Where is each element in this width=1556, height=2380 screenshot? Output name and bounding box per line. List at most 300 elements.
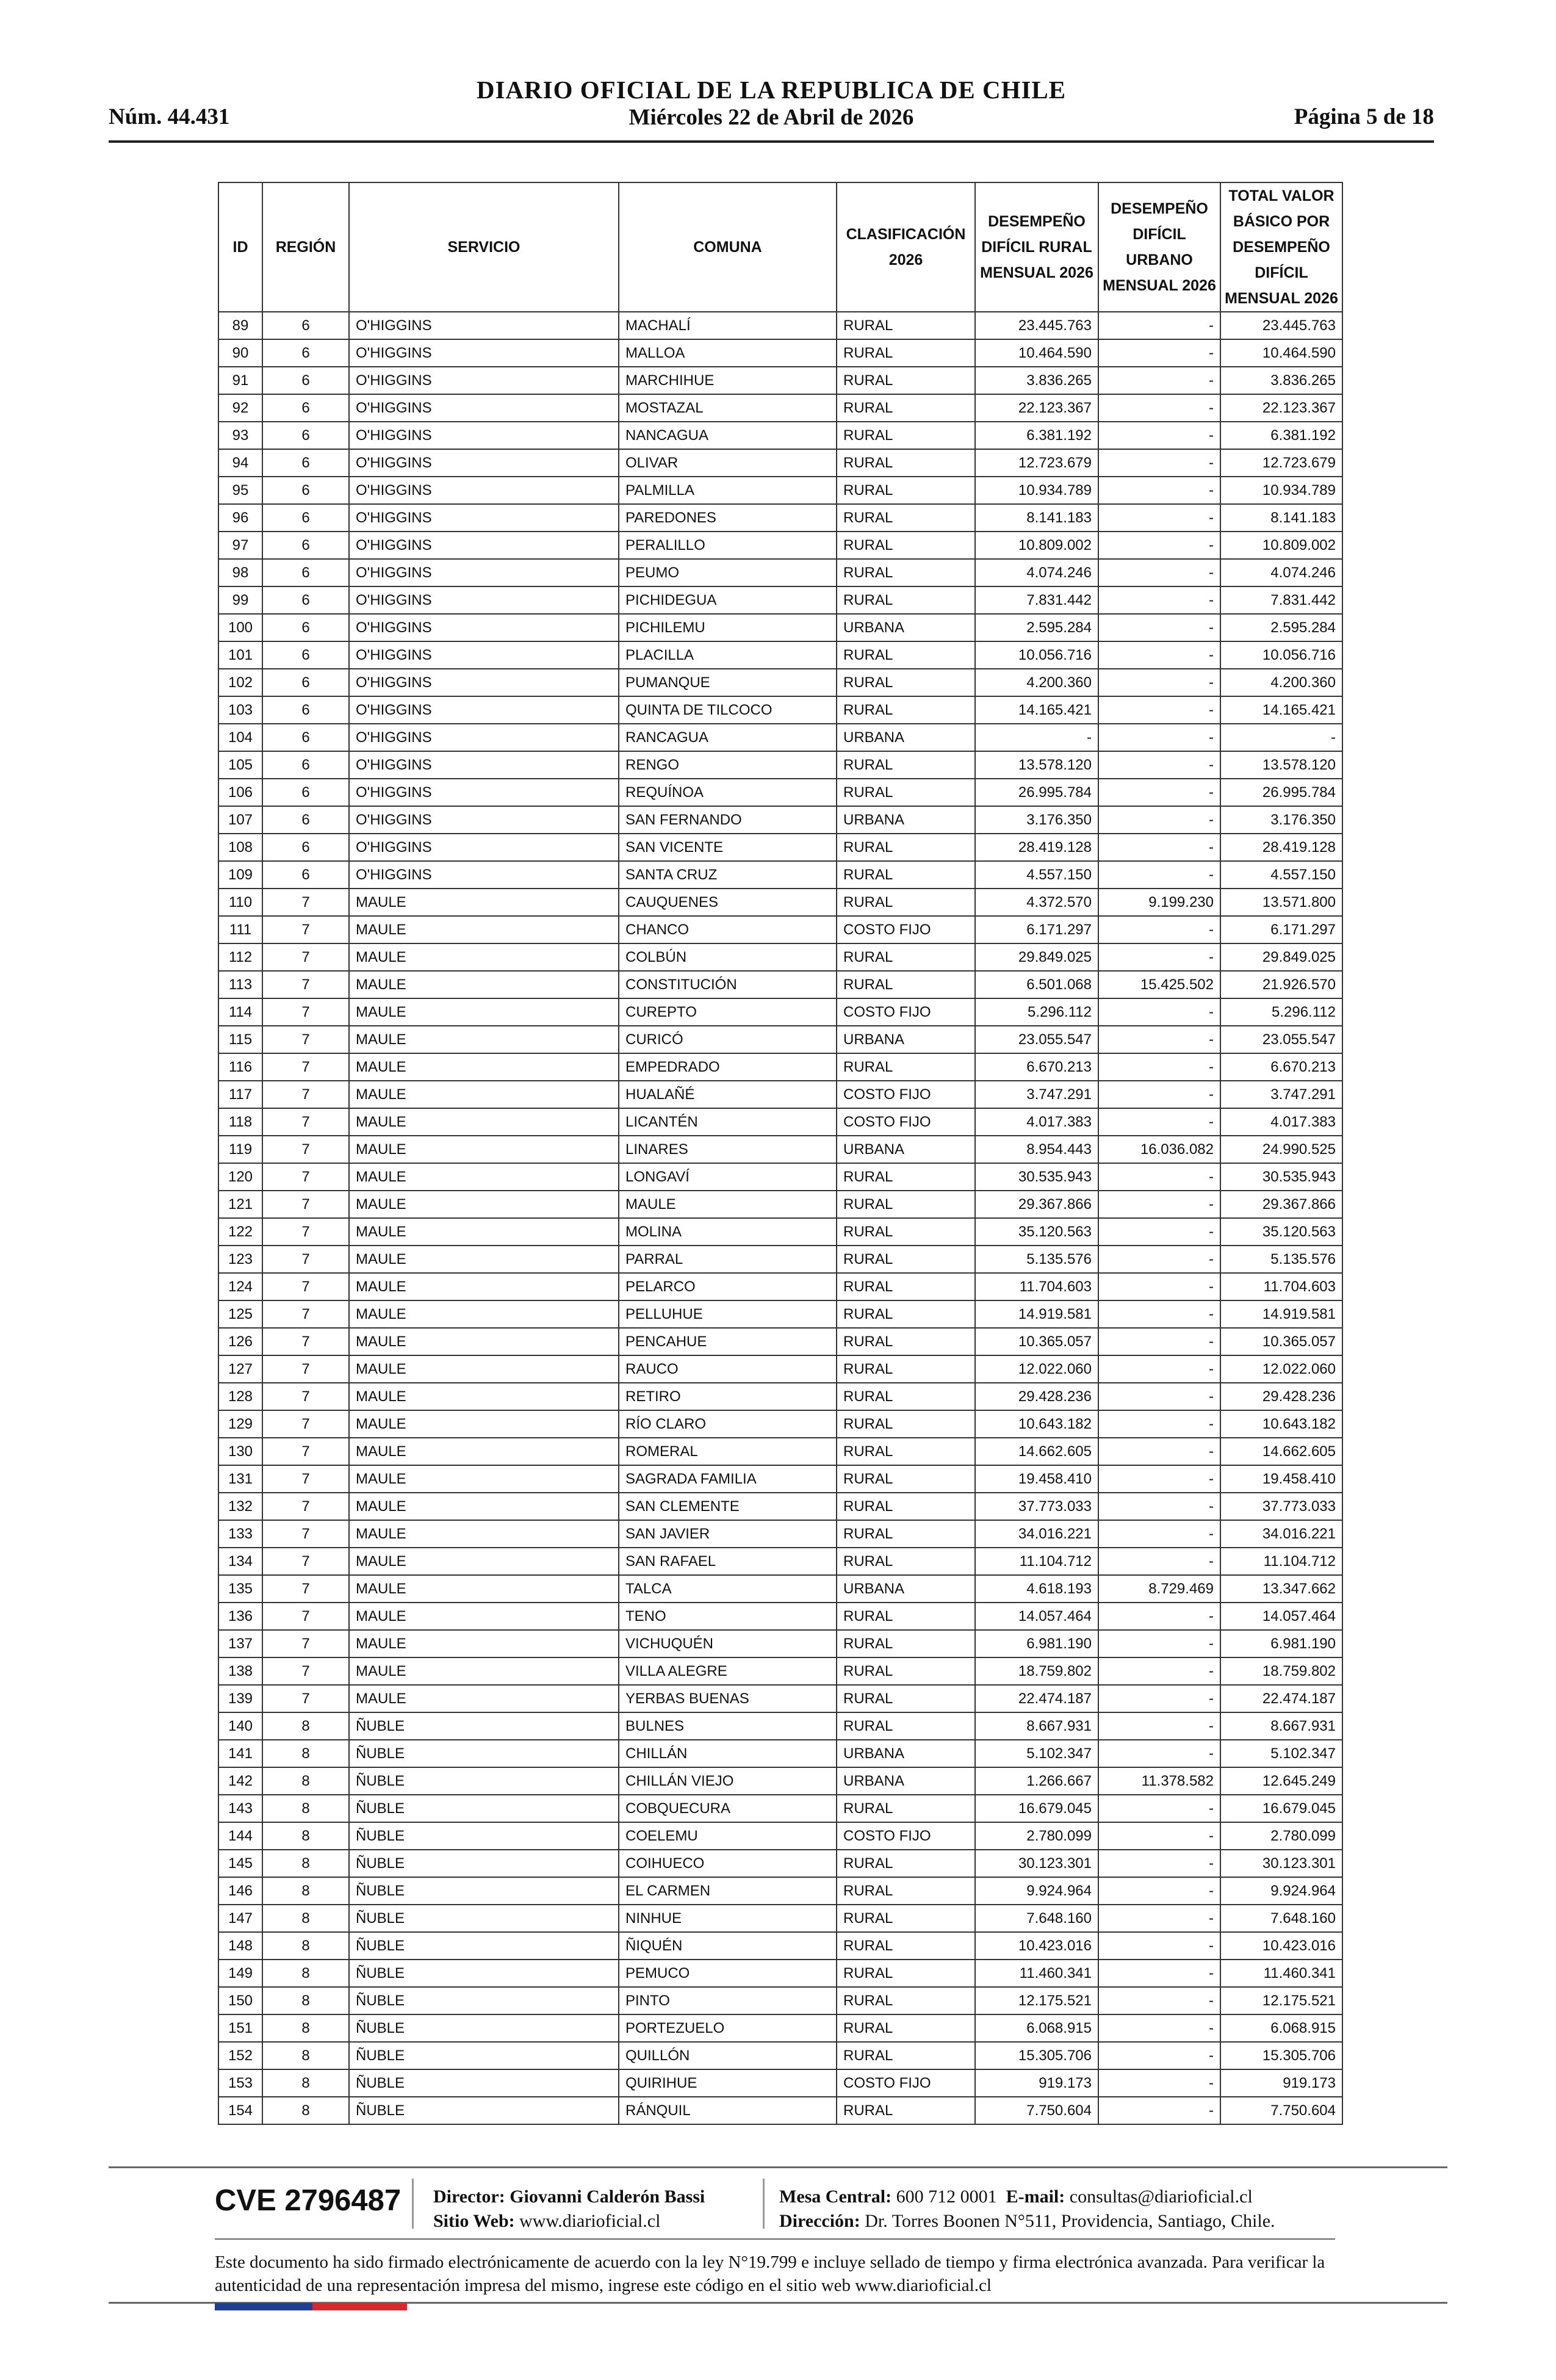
cell-clasificacion: RURAL xyxy=(837,394,975,422)
cell-id: 89 xyxy=(218,312,262,339)
cell-servicio: ÑUBLE xyxy=(349,1712,619,1740)
cell-servicio: MAULE xyxy=(349,1328,619,1355)
cell-id: 122 xyxy=(218,1218,262,1246)
table-row xyxy=(218,1465,1342,1493)
cell-comuna: PELLUHUE xyxy=(619,1300,837,1328)
cell-urbano: - xyxy=(1098,1026,1220,1053)
contact-block xyxy=(779,2185,1275,2234)
cell-rural: 3.176.350 xyxy=(975,806,1098,834)
cell-servicio: MAULE xyxy=(349,1438,619,1465)
cell-rural: 6.981.190 xyxy=(975,1630,1098,1657)
cell-servicio: O'HIGGINS xyxy=(349,422,619,449)
cell-region: 6 xyxy=(262,312,349,339)
cell-urbano: - xyxy=(1098,943,1220,971)
cell-id: 115 xyxy=(218,1026,262,1053)
data-table xyxy=(218,182,1343,2125)
cell-clasificacion: RURAL xyxy=(837,532,975,559)
table-row xyxy=(218,1246,1342,1273)
cell-clasificacion: RURAL xyxy=(837,1685,975,1712)
cell-servicio: O'HIGGINS xyxy=(349,504,619,532)
cell-region: 8 xyxy=(262,1850,349,1877)
cell-urbano: - xyxy=(1098,1300,1220,1328)
cell-urbano: - xyxy=(1098,422,1220,449)
cell-comuna: PAREDONES xyxy=(619,504,837,532)
flag-stripe-blue xyxy=(215,2303,312,2310)
cell-id: 132 xyxy=(218,1493,262,1520)
cell-urbano: - xyxy=(1098,1740,1220,1767)
cell-comuna: PARRAL xyxy=(619,1246,837,1273)
cell-region: 7 xyxy=(262,1163,349,1191)
table-row xyxy=(218,696,1342,724)
cell-comuna: MARCHIHUE xyxy=(619,367,837,394)
cell-id: 151 xyxy=(218,2014,262,2042)
cell-servicio: ÑUBLE xyxy=(349,1850,619,1877)
cell-region: 8 xyxy=(262,1960,349,1987)
cell-id: 125 xyxy=(218,1300,262,1328)
cell-id: 133 xyxy=(218,1520,262,1548)
cell-region: 7 xyxy=(262,1630,349,1657)
flag-stripe-red xyxy=(312,2303,407,2310)
cell-total: 35.120.563 xyxy=(1220,1218,1342,1246)
cell-id: 152 xyxy=(218,2042,262,2069)
cell-total: 14.662.605 xyxy=(1220,1438,1342,1465)
cell-comuna: QUINTA DE TILCOCO xyxy=(619,696,837,724)
cell-clasificacion: RURAL xyxy=(837,943,975,971)
cell-urbano: - xyxy=(1098,641,1220,669)
cell-total: 7.831.442 xyxy=(1220,586,1342,614)
cell-total: 30.535.943 xyxy=(1220,1163,1342,1191)
cell-rural: 14.662.605 xyxy=(975,1438,1098,1465)
cell-rural: 34.016.221 xyxy=(975,1520,1098,1548)
col-header-servicio: SERVICIO xyxy=(349,182,619,312)
cell-servicio: MAULE xyxy=(349,1383,619,1410)
email-label: E-mail: xyxy=(1006,2187,1065,2207)
col-header-comuna: COMUNA xyxy=(619,182,837,312)
cell-rural: 10.365.057 xyxy=(975,1328,1098,1355)
cell-servicio: ÑUBLE xyxy=(349,1987,619,2014)
cell-region: 8 xyxy=(262,1712,349,1740)
page-number: Página 5 de 18 xyxy=(1294,104,1434,129)
table-row xyxy=(218,751,1342,779)
cell-total: 12.022.060 xyxy=(1220,1355,1342,1383)
cell-comuna: CONSTITUCIÓN xyxy=(619,971,837,998)
cell-rural: 14.057.464 xyxy=(975,1603,1098,1630)
col-header-rural: DESEMPEÑO DIFÍCIL RURAL MENSUAL 2026 xyxy=(975,182,1098,312)
cell-servicio: MAULE xyxy=(349,1081,619,1108)
cell-id: 143 xyxy=(218,1795,262,1822)
cell-urbano: - xyxy=(1098,1218,1220,1246)
cell-servicio: MAULE xyxy=(349,1191,619,1218)
cell-comuna: PICHIDEGUA xyxy=(619,586,837,614)
cell-rural: 7.750.604 xyxy=(975,2097,1098,2124)
cell-urbano: - xyxy=(1098,1603,1220,1630)
cell-comuna: PINTO xyxy=(619,1987,837,2014)
cell-servicio: ÑUBLE xyxy=(349,2069,619,2097)
cell-total: 11.460.341 xyxy=(1220,1960,1342,1987)
cell-total: 919.173 xyxy=(1220,2069,1342,2097)
cell-total: 4.074.246 xyxy=(1220,559,1342,586)
table-row xyxy=(218,1905,1342,1932)
cell-comuna: RENGO xyxy=(619,751,837,779)
cell-comuna: PEUMO xyxy=(619,559,837,586)
table-row xyxy=(218,1987,1342,2014)
table-row xyxy=(218,861,1342,889)
cell-id: 91 xyxy=(218,367,262,394)
cell-region: 7 xyxy=(262,1603,349,1630)
cell-id: 95 xyxy=(218,477,262,504)
cell-total: 3.747.291 xyxy=(1220,1081,1342,1108)
cell-rural: 1.266.667 xyxy=(975,1767,1098,1795)
cell-total: 2.780.099 xyxy=(1220,1822,1342,1850)
cell-total: 18.759.802 xyxy=(1220,1657,1342,1685)
cell-total: 12.175.521 xyxy=(1220,1987,1342,2014)
cell-region: 6 xyxy=(262,339,349,367)
cell-rural: 37.773.033 xyxy=(975,1493,1098,1520)
table-row xyxy=(218,367,1342,394)
cell-id: 135 xyxy=(218,1575,262,1603)
cell-id: 100 xyxy=(218,614,262,641)
cell-id: 119 xyxy=(218,1136,262,1163)
cell-total: 19.458.410 xyxy=(1220,1465,1342,1493)
cell-servicio: MAULE xyxy=(349,1136,619,1163)
cell-region: 6 xyxy=(262,724,349,751)
cell-total: 13.578.120 xyxy=(1220,751,1342,779)
table-row xyxy=(218,2097,1342,2124)
cell-rural: 11.104.712 xyxy=(975,1548,1098,1575)
cell-clasificacion: RURAL xyxy=(837,1246,975,1273)
cell-region: 8 xyxy=(262,1822,349,1850)
cell-servicio: O'HIGGINS xyxy=(349,779,619,806)
cell-rural: 7.831.442 xyxy=(975,586,1098,614)
cell-id: 116 xyxy=(218,1053,262,1081)
cell-id: 110 xyxy=(218,889,262,916)
cell-comuna: SAN FERNANDO xyxy=(619,806,837,834)
cell-clasificacion: RURAL xyxy=(837,2097,975,2124)
cell-clasificacion: RURAL xyxy=(837,367,975,394)
cell-comuna: RÍO CLARO xyxy=(619,1410,837,1438)
cell-urbano: - xyxy=(1098,1081,1220,1108)
cell-id: 114 xyxy=(218,998,262,1026)
cell-region: 8 xyxy=(262,2042,349,2069)
table-row xyxy=(218,2042,1342,2069)
footer-divider xyxy=(215,2238,1335,2240)
cell-total: 5.296.112 xyxy=(1220,998,1342,1026)
cell-rural: 7.648.160 xyxy=(975,1905,1098,1932)
cell-region: 7 xyxy=(262,1026,349,1053)
cell-region: 6 xyxy=(262,422,349,449)
page-header xyxy=(109,72,1434,145)
cell-comuna: OLIVAR xyxy=(619,449,837,477)
cell-comuna: RÁNQUIL xyxy=(619,2097,837,2124)
cell-urbano: - xyxy=(1098,1246,1220,1273)
email-link[interactable]: consultas@diarioficial.cl xyxy=(1069,2187,1253,2207)
cell-urbano: - xyxy=(1098,751,1220,779)
cell-id: 129 xyxy=(218,1410,262,1438)
cell-region: 8 xyxy=(262,2014,349,2042)
cell-comuna: PENCAHUE xyxy=(619,1328,837,1355)
table-row xyxy=(218,2069,1342,2097)
cell-clasificacion: RURAL xyxy=(837,1905,975,1932)
cell-id: 150 xyxy=(218,1987,262,2014)
cell-servicio: MAULE xyxy=(349,1218,619,1246)
cell-region: 6 xyxy=(262,834,349,861)
cell-clasificacion: URBANA xyxy=(837,614,975,641)
cell-clasificacion: URBANA xyxy=(837,1026,975,1053)
table-row xyxy=(218,834,1342,861)
cell-total: 10.423.016 xyxy=(1220,1932,1342,1960)
cell-rural: 30.535.943 xyxy=(975,1163,1098,1191)
table-header-row xyxy=(218,182,1342,312)
cell-servicio: MAULE xyxy=(349,1273,619,1300)
cell-clasificacion: RURAL xyxy=(837,559,975,586)
cell-clasificacion: RURAL xyxy=(837,779,975,806)
cell-servicio: MAULE xyxy=(349,998,619,1026)
cell-rural: 2.595.284 xyxy=(975,614,1098,641)
cell-servicio: O'HIGGINS xyxy=(349,641,619,669)
cell-region: 6 xyxy=(262,394,349,422)
table-row xyxy=(218,1300,1342,1328)
signature-note: Este documento ha sido firmado electrónicamente de acuerdo con la ley N°19.799 e incluye sellado de tiempo y firma electrónica avanzada. Para verificar la autenticidad de una representación impresa del mismo, ingrese este código en el sitio web www.diarioficial.cl xyxy=(215,2252,1325,2295)
cell-total: 6.981.190 xyxy=(1220,1630,1342,1657)
cell-total: 3.176.350 xyxy=(1220,806,1342,834)
cell-region: 6 xyxy=(262,532,349,559)
cell-comuna: PUMANQUE xyxy=(619,669,837,696)
cell-servicio: MAULE xyxy=(349,943,619,971)
cell-servicio: O'HIGGINS xyxy=(349,806,619,834)
cell-comuna: CURICÓ xyxy=(619,1026,837,1053)
cell-servicio: ÑUBLE xyxy=(349,1767,619,1795)
cell-urbano: - xyxy=(1098,1685,1220,1712)
cell-clasificacion: RURAL xyxy=(837,889,975,916)
cell-total: 11.104.712 xyxy=(1220,1548,1342,1575)
cell-id: 127 xyxy=(218,1355,262,1383)
cell-servicio: ÑUBLE xyxy=(349,2042,619,2069)
cell-servicio: O'HIGGINS xyxy=(349,449,619,477)
cell-urbano: 15.425.502 xyxy=(1098,971,1220,998)
cell-region: 7 xyxy=(262,1410,349,1438)
cell-clasificacion: URBANA xyxy=(837,1767,975,1795)
cell-id: 97 xyxy=(218,532,262,559)
table-row xyxy=(218,1548,1342,1575)
col-header-region: REGIÓN xyxy=(262,182,349,312)
cell-servicio: O'HIGGINS xyxy=(349,367,619,394)
cell-servicio: MAULE xyxy=(349,1300,619,1328)
cell-clasificacion: COSTO FIJO xyxy=(837,998,975,1026)
table-row xyxy=(218,889,1342,916)
cell-servicio: MAULE xyxy=(349,1465,619,1493)
cell-urbano: - xyxy=(1098,394,1220,422)
cell-total: 8.667.931 xyxy=(1220,1712,1342,1740)
cell-servicio: MAULE xyxy=(349,1520,619,1548)
cell-urbano: - xyxy=(1098,1905,1220,1932)
cell-urbano: - xyxy=(1098,559,1220,586)
table-row xyxy=(218,532,1342,559)
direccion-label: Dirección: xyxy=(779,2211,860,2231)
cell-region: 7 xyxy=(262,1548,349,1575)
cell-total: 5.135.576 xyxy=(1220,1246,1342,1273)
cell-clasificacion: RURAL xyxy=(837,1850,975,1877)
cell-clasificacion: RURAL xyxy=(837,1053,975,1081)
cell-urbano: - xyxy=(1098,532,1220,559)
cell-rural: 10.809.002 xyxy=(975,532,1098,559)
table-row xyxy=(218,1328,1342,1355)
cell-comuna: SANTA CRUZ xyxy=(619,861,837,889)
cell-rural: 4.074.246 xyxy=(975,559,1098,586)
cell-comuna: LICANTÉN xyxy=(619,1108,837,1136)
cell-rural: 12.723.679 xyxy=(975,449,1098,477)
cell-servicio: O'HIGGINS xyxy=(349,751,619,779)
cell-rural: 19.458.410 xyxy=(975,1465,1098,1493)
cell-rural: 12.022.060 xyxy=(975,1355,1098,1383)
cell-comuna: CHANCO xyxy=(619,916,837,943)
cell-rural: 30.123.301 xyxy=(975,1850,1098,1877)
table-row xyxy=(218,1795,1342,1822)
cell-total: - xyxy=(1220,724,1342,751)
cell-servicio: O'HIGGINS xyxy=(349,312,619,339)
cell-total: 10.934.789 xyxy=(1220,477,1342,504)
cell-region: 6 xyxy=(262,641,349,669)
cell-rural: 14.919.581 xyxy=(975,1300,1098,1328)
cell-rural: 3.747.291 xyxy=(975,1081,1098,1108)
table-row xyxy=(218,1960,1342,1987)
table-row xyxy=(218,1850,1342,1877)
cell-rural: 35.120.563 xyxy=(975,1218,1098,1246)
cell-comuna: QUILLÓN xyxy=(619,2042,837,2069)
web-label: Sitio Web: xyxy=(433,2211,515,2231)
cell-total: 13.571.800 xyxy=(1220,889,1342,916)
cell-clasificacion: RURAL xyxy=(837,1603,975,1630)
cell-urbano: - xyxy=(1098,806,1220,834)
cell-clasificacion: RURAL xyxy=(837,1932,975,1960)
cell-urbano: 8.729.469 xyxy=(1098,1575,1220,1603)
cell-urbano: - xyxy=(1098,669,1220,696)
cell-region: 7 xyxy=(262,1685,349,1712)
cell-region: 6 xyxy=(262,669,349,696)
cell-servicio: MAULE xyxy=(349,1246,619,1273)
cell-total: 23.055.547 xyxy=(1220,1026,1342,1053)
cell-region: 6 xyxy=(262,586,349,614)
cell-id: 109 xyxy=(218,861,262,889)
cell-clasificacion: RURAL xyxy=(837,1960,975,1987)
cell-id: 142 xyxy=(218,1767,262,1795)
table-row xyxy=(218,1740,1342,1767)
director-block xyxy=(433,2185,705,2234)
cell-servicio: O'HIGGINS xyxy=(349,696,619,724)
cell-total: 5.102.347 xyxy=(1220,1740,1342,1767)
cell-rural: 13.578.120 xyxy=(975,751,1098,779)
cell-region: 7 xyxy=(262,943,349,971)
cell-total: 14.919.581 xyxy=(1220,1300,1342,1328)
cell-total: 26.995.784 xyxy=(1220,779,1342,806)
cell-clasificacion: RURAL xyxy=(837,504,975,532)
cell-id: 145 xyxy=(218,1850,262,1877)
table-row xyxy=(218,586,1342,614)
cell-urbano: - xyxy=(1098,1273,1220,1300)
cell-clasificacion: RURAL xyxy=(837,2014,975,2042)
cell-urbano: - xyxy=(1098,1987,1220,2014)
cell-id: 140 xyxy=(218,1712,262,1740)
cell-region: 6 xyxy=(262,367,349,394)
cell-total: 24.990.525 xyxy=(1220,1136,1342,1163)
cell-servicio: O'HIGGINS xyxy=(349,861,619,889)
cell-comuna: ÑIQUÉN xyxy=(619,1932,837,1960)
cell-region: 7 xyxy=(262,916,349,943)
cell-urbano: - xyxy=(1098,2014,1220,2042)
cell-urbano: - xyxy=(1098,1383,1220,1410)
cell-urbano: - xyxy=(1098,1630,1220,1657)
cell-servicio: O'HIGGINS xyxy=(349,834,619,861)
table-row xyxy=(218,477,1342,504)
cell-clasificacion: RURAL xyxy=(837,1712,975,1740)
cell-rural: 5.135.576 xyxy=(975,1246,1098,1273)
cell-id: 94 xyxy=(218,449,262,477)
cell-id: 144 xyxy=(218,1822,262,1850)
cell-region: 6 xyxy=(262,696,349,724)
table-row xyxy=(218,339,1342,367)
cell-urbano: - xyxy=(1098,834,1220,861)
cell-rural: 4.200.360 xyxy=(975,669,1098,696)
table-row xyxy=(218,1822,1342,1850)
cell-region: 8 xyxy=(262,1987,349,2014)
cell-clasificacion: RURAL xyxy=(837,2042,975,2069)
cell-rural: 6.670.213 xyxy=(975,1053,1098,1081)
cve-code: CVE 2796487 xyxy=(215,2184,402,2217)
cell-total: 15.305.706 xyxy=(1220,2042,1342,2069)
cell-rural: 10.056.716 xyxy=(975,641,1098,669)
table-row xyxy=(218,394,1342,422)
cell-urbano: - xyxy=(1098,916,1220,943)
cell-clasificacion: RURAL xyxy=(837,312,975,339)
footer-separator xyxy=(412,2179,414,2229)
cell-rural: 15.305.706 xyxy=(975,2042,1098,2069)
cell-comuna: TENO xyxy=(619,1603,837,1630)
cell-region: 6 xyxy=(262,806,349,834)
cell-urbano: - xyxy=(1098,1438,1220,1465)
cell-urbano: - xyxy=(1098,779,1220,806)
cell-urbano: - xyxy=(1098,2042,1220,2069)
cell-id: 120 xyxy=(218,1163,262,1191)
cell-servicio: ÑUBLE xyxy=(349,2097,619,2124)
cell-id: 98 xyxy=(218,559,262,586)
cell-urbano: - xyxy=(1098,724,1220,751)
cell-comuna: SAN RAFAEL xyxy=(619,1548,837,1575)
table-row xyxy=(218,1877,1342,1905)
cell-servicio: MAULE xyxy=(349,1026,619,1053)
cell-clasificacion: COSTO FIJO xyxy=(837,1081,975,1108)
cell-urbano: 16.036.082 xyxy=(1098,1136,1220,1163)
cell-id: 92 xyxy=(218,394,262,422)
cell-rural: 4.017.383 xyxy=(975,1108,1098,1136)
cell-comuna: CUREPTO xyxy=(619,998,837,1026)
cell-rural: 28.419.128 xyxy=(975,834,1098,861)
cell-servicio: O'HIGGINS xyxy=(349,559,619,586)
cell-rural: 2.780.099 xyxy=(975,1822,1098,1850)
cell-comuna: NINHUE xyxy=(619,1905,837,1932)
cell-region: 7 xyxy=(262,1328,349,1355)
cell-rural: 6.381.192 xyxy=(975,422,1098,449)
table-row xyxy=(218,1685,1342,1712)
cell-id: 105 xyxy=(218,751,262,779)
cell-id: 108 xyxy=(218,834,262,861)
cell-total: 14.165.421 xyxy=(1220,696,1342,724)
cell-rural: 10.643.182 xyxy=(975,1410,1098,1438)
cell-id: 146 xyxy=(218,1877,262,1905)
cell-region: 7 xyxy=(262,1081,349,1108)
cell-urbano: - xyxy=(1098,1657,1220,1685)
web-link[interactable]: www.diarioficial.cl xyxy=(519,2211,661,2231)
table-row xyxy=(218,1108,1342,1136)
cell-servicio: MAULE xyxy=(349,1410,619,1438)
